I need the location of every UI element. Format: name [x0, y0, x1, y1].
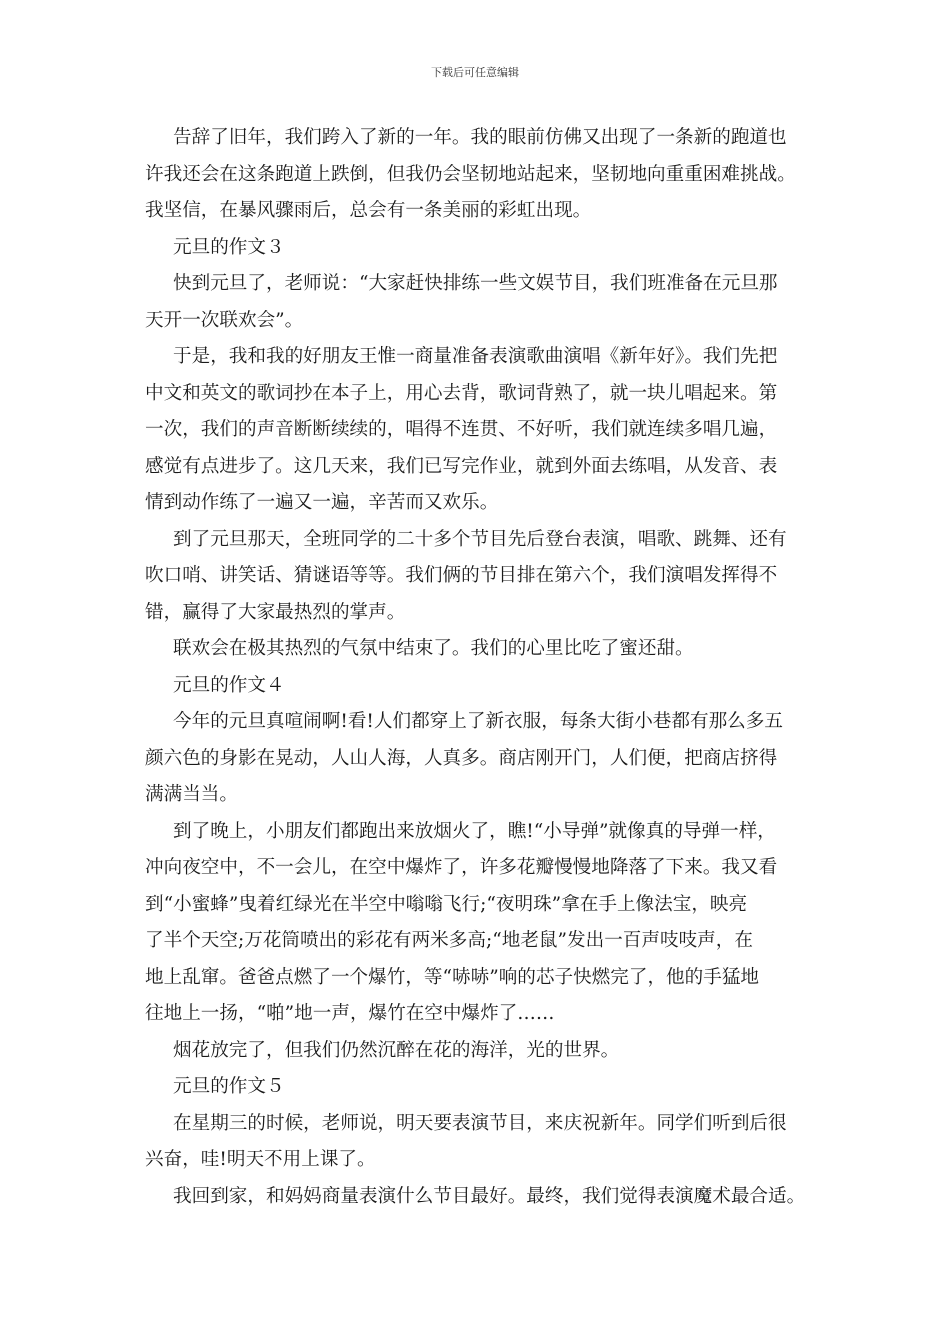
text-line: 往地上一扬，“啪”地一声，爆竹在空中爆炸了……: [145, 1003, 555, 1024]
text-line: 在星期三的时候，老师说，明天要表演节目，来庆祝新年。同学们听到后很: [173, 1112, 787, 1134]
text-line: 我回到家，和妈妈商量表演什么节目最好。最终，我们觉得表演魔术最合适。: [173, 1185, 806, 1207]
text-line: 情到动作练了一遍又一遍，辛苦而又欢乐。: [145, 492, 499, 513]
text-line: 了半个天空;万花筒喷出的彩花有两米多高;“地老鼠”发出一百声吱吱声，在: [145, 930, 753, 951]
text-line: 告辞了旧年，我们跨入了新的一年。我的眼前仿佛又出现了一条新的跑道也: [173, 127, 787, 148]
page-header: 下载后可任意编辑: [431, 66, 519, 79]
text-line: 联欢会在极其热烈的气氛中结束了。我们的心里比吃了蜜还甜。: [173, 638, 694, 659]
text-line: 地上乱窜。爸爸点燃了一个爆竹，等“哧哧”响的芯子快燃完了，他的手猛地: [145, 966, 760, 988]
text-line: 感觉有点进步了。这几天来，我们已写完作业，就到外面去练唱，从发音、表: [145, 455, 778, 477]
text-line: 天开一次联欢会”。: [145, 309, 304, 331]
text-line: 快到元旦了，老师说：“大家赶快排练一些文娱节目，我们班准备在元旦那: [173, 273, 778, 294]
text-line: 一次，我们的声音断断续续的，唱得不连贯、不好听，我们就连续多唱几遍，: [145, 419, 778, 440]
text-line: 今年的元旦真喧闹啊!看!人们都穿上了新衣服，每条大街小巷都有那么多五: [173, 711, 783, 732]
document-body: [145, 120, 825, 1215]
section-heading: 元旦的作文５: [173, 1076, 285, 1097]
section-heading: 元旦的作文４: [173, 674, 285, 696]
text-line: 中文和英文的歌词抄在本子上，用心去背，歌词背熟了，就一块儿唱起来。第: [145, 382, 778, 404]
text-line: 到了晚上，小朋友们都跑出来放烟火了，瞧!“小导弹”就像真的导弹一样，: [173, 820, 776, 842]
section-heading: 元旦的作文３: [173, 236, 285, 258]
text-line: 错，赢得了大家最热烈的掌声。: [145, 601, 406, 623]
text-line: 烟花放完了，但我们仍然沉醉在花的海洋，光的世界。: [173, 1039, 620, 1061]
text-line: 到“小蜜蜂”曳着红绿光在半空中嗡嗡飞行;“夜明珠”拿在手上像法宝，映亮: [145, 893, 748, 915]
text-line: 到了元旦那天，全班同学的二十多个节目先后登台表演，唱歌、跳舞、还有: [173, 528, 787, 550]
text-line: 许我还会在这条跑道上跌倒，但我仍会坚韧地站起来，坚韧地向重重困难挑战。: [145, 163, 796, 185]
text-line: 兴奋，哇!明天不用上课了。: [145, 1149, 376, 1170]
text-line: 颜六色的身影在晃动，人山人海，人真多。商店刚开门，人们便，把商店挤得: [145, 747, 778, 769]
text-line: 满满当当。: [145, 784, 238, 805]
text-line: 冲向夜空中，不一会儿，在空中爆炸了，许多花瓣慢慢地降落了下来。我又看: [145, 857, 778, 878]
text-line: 吹口哨、讲笑话、猜谜语等等。我们俩的节目排在第六个，我们演唱发挥得不: [145, 565, 778, 586]
text-line: 于是，我和我的好朋友王惟一商量准备表演歌曲演唱《新年好》。我们先把: [173, 346, 778, 367]
text-line: 我坚信，在暴风骤雨后，总会有一条美丽的彩虹出现。: [145, 200, 592, 221]
